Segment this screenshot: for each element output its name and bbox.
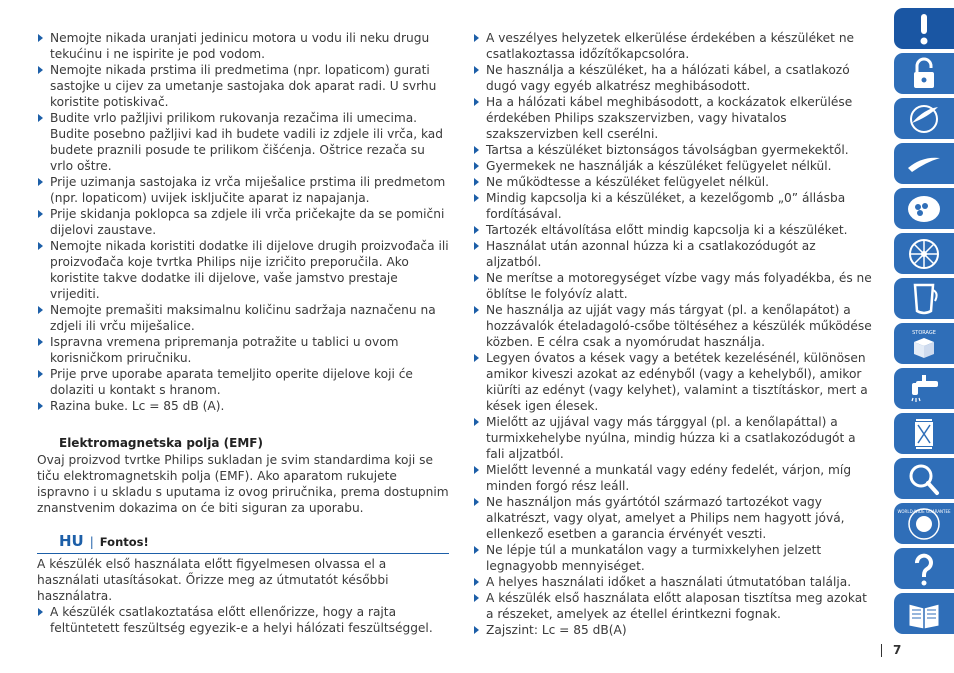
list-item: Ne működtesse a készüléket felügyelet nélkül. [473,174,873,190]
tab-important[interactable] [894,8,954,49]
list-item: Ne lépje túl a munkatálon vagy a turmixkelyhen jelzett legnagyobb mennyiséget. [473,542,873,574]
list-item: Ne használja a készüléket, ha a hálózati kábel, a csatlakozó dugó vagy egyéb alkatrész meghibásodott. [473,62,873,94]
blender-jar-icon [904,281,944,317]
list-item: Ne használjon más gyártótól származó tartozékot vagy alkatrészt, vagy olyat, amelyet a Philips nem hagyott jóvá, ellenkező esetben a garancia érvényét veszti. [473,494,873,542]
list-item: Ispravna vremena pripremanja potražite u tablici u ovom korisničkom priručniku. [37,334,449,366]
left-text-column [37,30,449,636]
hungarian-section-header [37,533,449,551]
tab-citrus-press[interactable] [894,233,954,274]
page-number: 7 [893,643,902,657]
list-item: Mielőtt az ujjával vagy más tárggyal (pl. a kenőlapáttal) a turmixkehelybe nyúlna, mindig húzza ki a csatlakozódugót a fali aljzatból. [473,414,873,462]
list-item: A készülék csatlakoztatása előtt ellenőrizze, hogy a rajta feltüntetett feszültség egyezik-e a helyi hálózati feszültséggel. [37,604,449,636]
exclamation-icon [904,11,944,47]
list-item: Nemojte nikada koristiti dodatke ili dijelove drugih proizvođača ili proizvođača koje tvrtka Philips nije izričito preporučila. Ako koristite takve dodatke ili dijelove, vaše jamstvo prestaje vrijediti. [37,238,449,302]
hungarian-intro-paragraph: A készülék első használata előtt figyelmesen olvassa el a használati utasításokat. Őrizze meg az útmutatót későbbi használatra. [37,557,389,603]
language-code: HU [59,532,84,550]
list-item: Budite vrlo pažljivi prilikom rukovanja rezačima ili umecima. Budite posebno pažljivi kad ih budete vadili iz zdjele ili vrča, kad budete praznili posude te prilikom čišćenja. Oštrice rezača su vrlo oštre. [37,110,449,174]
guarantee-label: WORLD-WIDE GUARANTEE [897,508,951,514]
list-item: Nemojte nikada uranjati jedinicu motora u vodu ili neku drugu tekućinu i ne ispirite je pod vodom. [37,30,449,62]
storage-label: STORAGE [912,329,936,336]
list-item: Prije uzimanja sastojaka iz vrča miješalice prstima ili predmetom (npr. lopaticom) uvijek isključite aparat iz napajanja. [37,174,449,206]
list-item: A készülék első használata előtt alaposan tisztítsa meg azokat a részeket, amelyek az étellel érintkezni fognak. [473,590,873,622]
hourglass-timer-icon [904,416,944,452]
open-book-icon [904,596,944,632]
list-item: Ne használja az ujját vagy más tárgyat (pl. a kenőlapátot) a hozzávalók ételadagoló-csőbe töltéséhez a készülék működése közben. E célra csak a nyomórudat használja. [473,302,873,350]
list-item: Nemojte premašiti maksimalnu količinu sadržaja naznačenu na zdjeli ili vrču miješalice. [37,302,449,334]
header-separator: | [89,535,94,549]
list-item: Használat után azonnal húzza ki a csatlakozódugót az aljzatból. [473,238,873,270]
tab-faq[interactable] [894,548,954,589]
list-item: A helyes használati időket a használati útmutatóban találja. [473,574,873,590]
tab-guarantee[interactable] [894,503,954,544]
tab-blade-disc[interactable] [894,98,954,139]
list-item: Tartsa a készüléket biztonságos távolságban gyermekektől. [473,142,873,158]
list-item: Mielőtt levenné a munkatál vagy edény fedelét, várjon, míg minden forgó rész leáll. [473,462,873,494]
emf-heading: Elektromagnetska polja (EMF) [59,436,263,450]
section-title: Fontos! [99,535,149,549]
croatian-safety-list [37,30,449,414]
magnifier-icon [904,461,944,497]
list-item: Nemojte nikada prstima ili predmetima (npr. lopaticom) gurati sastojke u cijev za umetanje sastojaka dok aparat radi. U svrhu koristite potiskivač. [37,62,449,110]
list-item: A veszélyes helyzetek elkerülése érdekében a készüléket ne csatlakoztassa időzítőkapcsolóra. [473,30,873,62]
header-rule [37,553,449,554]
hungarian-first-bullet-list [37,604,449,636]
list-item: Ha a hálózati kábel meghibásodott, a kockázatok elkerülése érdekében Philips szakszervizben, vagy hivatalos szakszervizben kell cserélni. [473,94,873,142]
list-item: Tartozék eltávolítása előtt mindig kapcsolja ki a készüléket. [473,222,873,238]
hungarian-safety-list [473,30,873,638]
tab-cleaning[interactable] [894,368,954,409]
storage-box-icon [904,326,944,362]
tab-recipes[interactable] [894,593,954,634]
right-text-column [473,30,873,638]
list-item: Prije skidanja poklopca sa zdjele ili vrča pričekajte da se pomični dijelovi zaustave. [37,206,449,238]
page-number-divider [881,644,882,657]
oval-disc-icon [904,191,944,227]
tab-storage[interactable] [894,323,954,364]
tab-timer[interactable] [894,413,954,454]
tab-blender-jar[interactable] [894,278,954,319]
list-item: Mindig kapcsolja ki a készüléket, a kezelőgomb „0” állásba fordításával. [473,190,873,222]
knife-blade-icon [904,146,944,182]
citrus-press-icon [904,236,944,272]
list-item: Zajszint: Lc = 85 dB(A) [473,622,873,638]
section-icon-sidebar [894,8,954,635]
tab-oval-disc[interactable] [894,188,954,229]
tap-water-icon [904,371,944,407]
worldwide-guarantee-icon [897,506,951,542]
list-item: Gyermekek ne használják a készüléket felügyelet nélkül. [473,158,873,174]
list-item: Legyen óvatos a kések vagy a betétek kezelésénél, különösen amikor kiveszi azokat az edényből (vagy a kehelyből), amikor kiüríti az edényt (vagy kelyhet), valamint a tisztításkor, mert a kések igen élesek. [473,350,873,414]
list-item: Razina buke. Lc = 85 dB (A). [37,398,449,414]
list-item: Prije prve uporabe aparata temeljito operite dijelove koji će dolaziti u kontakt s hranom. [37,366,449,398]
tab-troubleshooting[interactable] [894,458,954,499]
tab-knife-blade[interactable] [894,143,954,184]
tab-safety[interactable] [894,53,954,94]
emf-paragraph: Ovaj proizvod tvrtke Philips sukladan je svim standardima koji se tiču elektromagnetskih polja (EMF). Ako aparatom rukujete ispravno i u skladu s uputama iz ovog priručnika, prema dostupnim znanstvenim dokazima on će biti siguran za uporabu. [37,453,449,515]
padlock-icon [904,56,944,92]
question-icon [904,551,944,587]
blade-disc-icon [904,101,944,137]
list-item: Ne merítse a motoregységet vízbe vagy más folyadékba, és ne öblítse le folyóvíz alatt. [473,270,873,302]
